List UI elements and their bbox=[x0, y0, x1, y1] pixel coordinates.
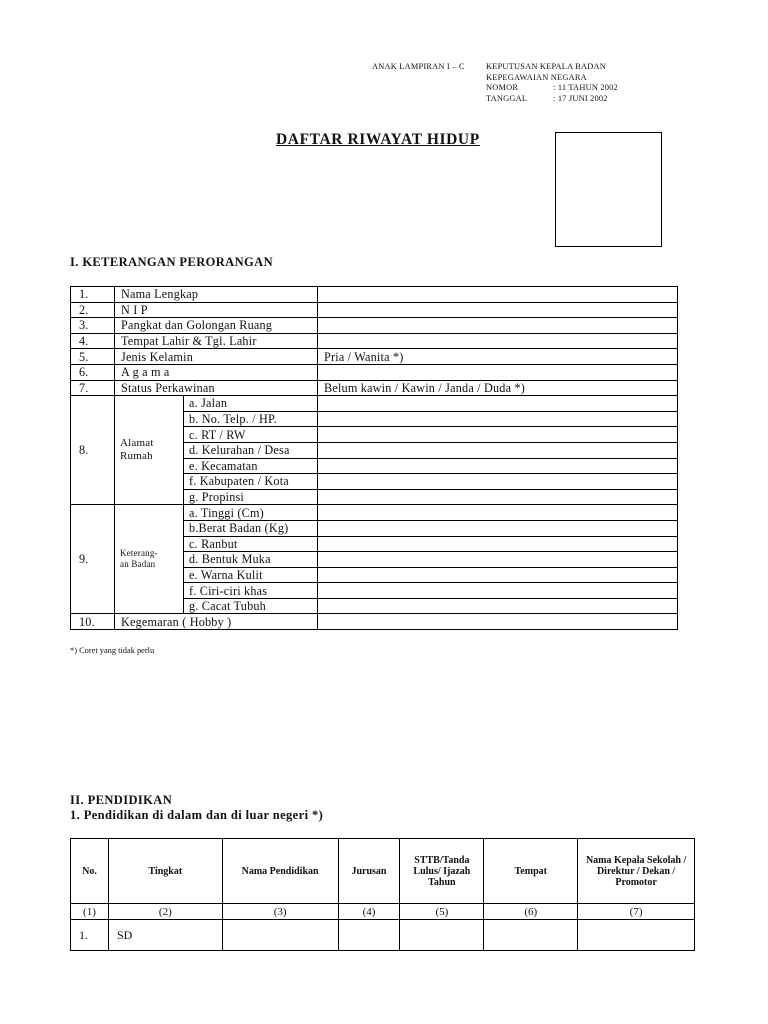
document-title: DAFTAR RIWAYAT HIDUP bbox=[276, 131, 480, 148]
badan-row bbox=[71, 505, 678, 521]
nomor-row bbox=[486, 83, 618, 94]
row-value-field[interactable] bbox=[318, 364, 678, 380]
education-table bbox=[70, 838, 695, 951]
col-nama-pendidikan-header: Nama Pendidikan bbox=[222, 839, 338, 904]
row-value-field[interactable] bbox=[318, 302, 678, 318]
badan-item-label: c. Ranbut bbox=[184, 536, 318, 552]
alamat-number: 8. bbox=[71, 396, 115, 505]
keputusan-block bbox=[486, 62, 618, 104]
personal-row bbox=[71, 349, 678, 365]
row-value-field[interactable] bbox=[318, 318, 678, 334]
badan-item-value-field[interactable] bbox=[318, 598, 678, 614]
personal-row bbox=[71, 364, 678, 380]
row-number: 3. bbox=[71, 318, 115, 334]
col-tempat-number: (6) bbox=[484, 904, 578, 920]
keputusan-line1: KEPUTUSAN KEPALA BADAN bbox=[486, 62, 606, 71]
tanggal-row bbox=[486, 94, 618, 105]
edu-tempat-cell[interactable] bbox=[484, 920, 578, 951]
education-number-row bbox=[71, 904, 695, 920]
personal-row bbox=[71, 333, 678, 349]
row-number: 2. bbox=[71, 302, 115, 318]
alamat-item-value-field[interactable] bbox=[318, 458, 678, 474]
personal-info-table bbox=[70, 286, 678, 630]
row-number: 5. bbox=[71, 349, 115, 365]
badan-item-value-field[interactable] bbox=[318, 552, 678, 568]
badan-item-value-field[interactable] bbox=[318, 567, 678, 583]
row-label: N I P bbox=[115, 302, 318, 318]
personal-row bbox=[71, 380, 678, 396]
alamat-item-label: e. Kecamatan bbox=[184, 458, 318, 474]
nomor-label: NOMOR bbox=[486, 83, 519, 93]
col-sttb-number: (5) bbox=[400, 904, 484, 920]
row-label: Jenis Kelamin bbox=[115, 349, 318, 365]
footnote: *) Coret yang tidak perlu bbox=[70, 646, 155, 655]
alamat-row bbox=[71, 396, 678, 412]
col-tempat-header: Tempat bbox=[484, 839, 578, 904]
row-number: 6. bbox=[71, 364, 115, 380]
edu-kepala-cell[interactable] bbox=[578, 920, 695, 951]
alamat-item-value-field[interactable] bbox=[318, 396, 678, 412]
row-label: Status Perkawinan bbox=[115, 380, 318, 396]
badan-item-label: f. Ciri-ciri khas bbox=[184, 583, 318, 599]
alamat-item-label: c. RT / RW bbox=[184, 427, 318, 443]
col-no-header: No. bbox=[71, 839, 109, 904]
section2-subheading: 1. Pendidikan di dalam dan di luar negeri *) bbox=[70, 808, 324, 822]
col-sttb-header: STTB/Tanda Lulus/ Ijazah Tahun bbox=[400, 839, 484, 904]
badan-item-label: e. Warna Kulit bbox=[184, 567, 318, 583]
row-label: A g a m a bbox=[115, 364, 318, 380]
personal-row bbox=[71, 318, 678, 334]
edu-tingkat-cell[interactable]: SD bbox=[108, 920, 222, 951]
badan-item-value-field[interactable] bbox=[318, 583, 678, 599]
section2-heading: II. PENDIDIKAN bbox=[70, 793, 173, 807]
alamat-item-label: d. Kelurahan / Desa bbox=[184, 442, 318, 458]
education-row bbox=[71, 920, 695, 951]
badan-item-label: d. Bentuk Muka bbox=[184, 552, 318, 568]
row-value-field[interactable] bbox=[318, 333, 678, 349]
alamat-item-value-field[interactable] bbox=[318, 489, 678, 505]
alamat-item-label: f. Kabupaten / Kota bbox=[184, 474, 318, 490]
col-tingkat-header: Tingkat bbox=[108, 839, 222, 904]
row-number: 7. bbox=[71, 380, 115, 396]
personal-row bbox=[71, 302, 678, 318]
photo-box bbox=[555, 132, 662, 247]
row-label: Pangkat dan Golongan Ruang bbox=[115, 318, 318, 334]
hobby-label: Kegemaran ( Hobby ) bbox=[115, 614, 318, 630]
badan-item-label: b.Berat Badan (Kg) bbox=[184, 520, 318, 536]
col-jurusan-number: (4) bbox=[338, 904, 400, 920]
tanggal-value: : 17 JUNI 2002 bbox=[553, 93, 608, 103]
badan-item-value-field[interactable] bbox=[318, 520, 678, 536]
keputusan-line2: KEPEGAWAIAN NEGARA bbox=[486, 72, 587, 82]
alamat-item-label: a. Jalan bbox=[184, 396, 318, 412]
personal-row bbox=[71, 287, 678, 303]
badan-group-label bbox=[115, 505, 184, 614]
badan-number: 9. bbox=[71, 505, 115, 614]
col-nama-pendidikan-number: (3) bbox=[222, 904, 338, 920]
nomor-value: : 11 TAHUN 2002 bbox=[553, 83, 618, 93]
row-value-field[interactable]: Belum kawin / Kawin / Janda / Duda *) bbox=[318, 380, 678, 396]
edu-jurusan-cell[interactable] bbox=[338, 920, 400, 951]
education-header-row bbox=[71, 839, 695, 904]
alamat-item-label: g. Propinsi bbox=[184, 489, 318, 505]
row-number: 4. bbox=[71, 333, 115, 349]
alamat-item-value-field[interactable] bbox=[318, 427, 678, 443]
tanggal-label: TANGGAL bbox=[486, 93, 528, 103]
col-no-number: (1) bbox=[71, 904, 109, 920]
alamat-item-label: b. No. Telp. / HP. bbox=[184, 411, 318, 427]
row-number: 1. bbox=[71, 287, 115, 303]
col-kepala-header: Nama Kepala Sekolah / Direktur / Dekan / Promotor bbox=[578, 839, 695, 904]
row-label: Tempat Lahir & Tgl. Lahir bbox=[115, 333, 318, 349]
alamat-item-value-field[interactable] bbox=[318, 411, 678, 427]
edu-no-cell[interactable]: 1. bbox=[71, 920, 109, 951]
col-kepala-number: (7) bbox=[578, 904, 695, 920]
badan-label-line2: an Badan bbox=[120, 559, 156, 570]
alamat-label-line1: Alamat bbox=[120, 437, 154, 450]
edu-nama-cell[interactable] bbox=[222, 920, 338, 951]
badan-item-label: a. Tinggi (Cm) bbox=[184, 505, 318, 521]
row-value-field[interactable]: Pria / Wanita *) bbox=[318, 349, 678, 365]
col-tingkat-number: (2) bbox=[108, 904, 222, 920]
alamat-item-value-field[interactable] bbox=[318, 474, 678, 490]
badan-label-line1: Keterang- bbox=[120, 548, 158, 559]
alamat-group-label bbox=[115, 396, 184, 505]
lampiran-label: ANAK LAMPIRAN I – C bbox=[372, 62, 465, 71]
badan-item-label: g. Cacat Tubuh bbox=[184, 598, 318, 614]
hobby-row bbox=[71, 614, 678, 630]
section1-heading: I. KETERANGAN PERORANGAN bbox=[70, 255, 274, 269]
badan-item-value-field[interactable] bbox=[318, 536, 678, 552]
badan-item-value-field[interactable] bbox=[318, 505, 678, 521]
edu-sttb-cell[interactable] bbox=[400, 920, 484, 951]
alamat-item-value-field[interactable] bbox=[318, 442, 678, 458]
row-value-field[interactable] bbox=[318, 287, 678, 303]
hobby-number: 10. bbox=[71, 614, 115, 630]
col-jurusan-header: Jurusan bbox=[338, 839, 400, 904]
alamat-label-line2: Rumah bbox=[120, 450, 153, 463]
hobby-value-field[interactable] bbox=[318, 614, 678, 630]
row-label: Nama Lengkap bbox=[115, 287, 318, 303]
